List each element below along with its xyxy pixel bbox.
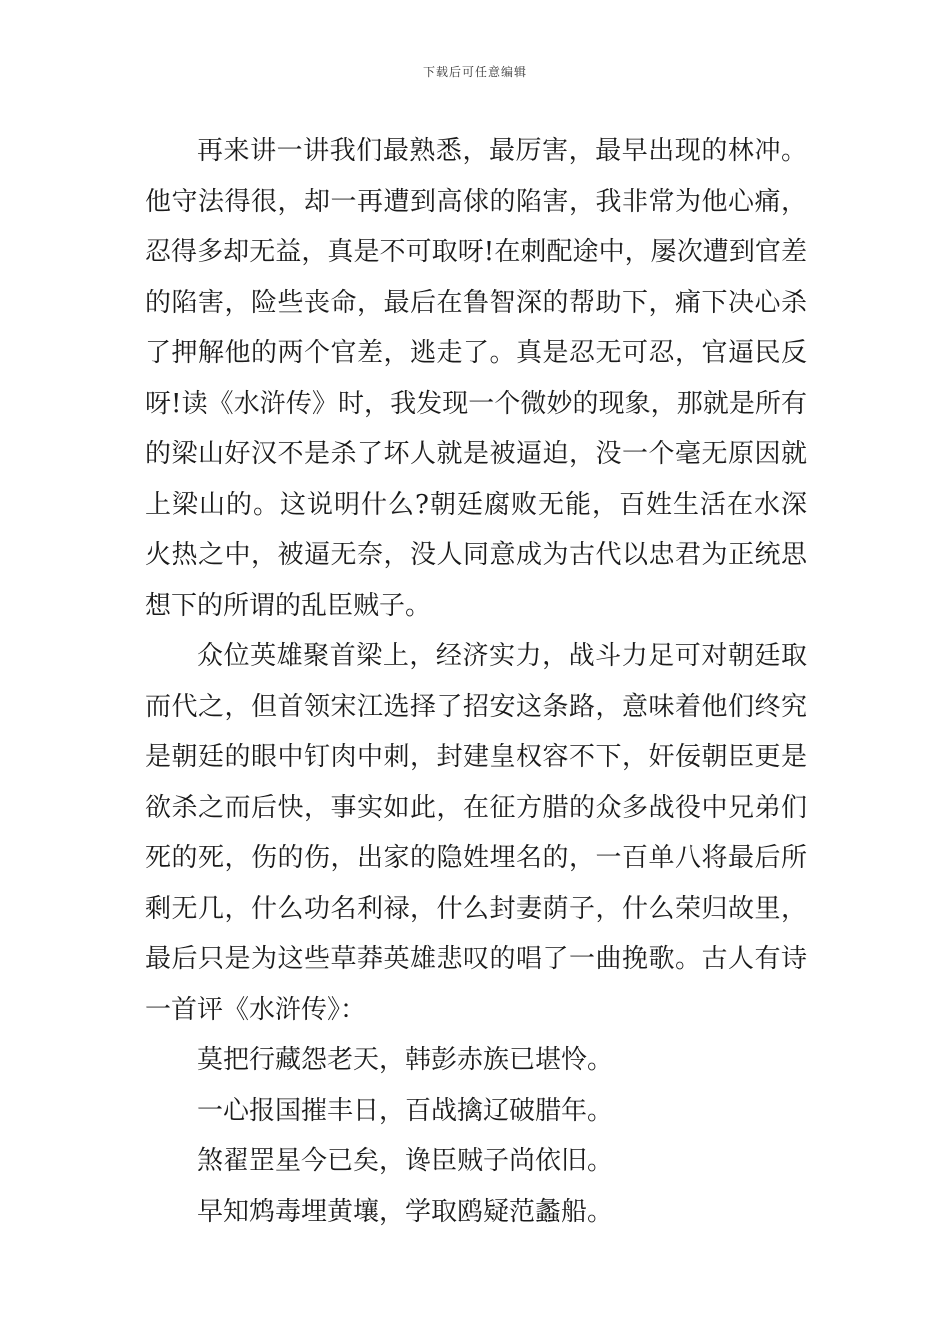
poem-line-1: 莫把行藏怨老天，韩彭赤族已堪怜。 bbox=[197, 1045, 614, 1075]
page-header: 下载后可任意编辑 bbox=[422, 65, 527, 79]
paragraph-heroes-fate: 众位英雄聚首梁上，经济实力，战斗力足可对朝廷取而代之，但首领宋江选择了招安这条路，意味着他们终究是朝廷的眼中钉肉中刺，封建皇权容不下，奸佞朝臣更是欲杀之而后快，事实如此，在征方腊的众多战役中兄弟们死的死，伤的伤，出家的隐姓埋名的，一百单八将最后所剩无几，什么功名利禄，什么封妻荫子，什么荣归故里，最后只是为这些草莽英雄悲叹的唱了一曲挽歌。古人有诗一首评《水浒传》： bbox=[145, 641, 807, 1025]
document-body bbox=[145, 126, 807, 1237]
paragraph-lin-chong: 再来讲一讲我们最熟悉，最厉害，最早出现的林冲。他守法得很，却一再遭到高俅的陷害，我非常为他心痛，忍得多却无益，真是不可取呀!在刺配途中，屡次遭到官差的陷害，险些丧命，最后在鲁智深的帮助下，痛下决心杀了押解他的两个官差，逃走了。真是忍无可忍，官逼民反呀!读《水浒传》时，我发现一个微妙的现象，那就是所有的梁山好汉不是杀了坏人就是被逼迫，没一个毫无原因就上梁山的。这说明什么?朝廷腐败无能，百姓生活在水深火热之中，被逼无奈，没人同意成为古代以忠君为正统思想下的所谓的乱臣贼子。 bbox=[145, 136, 807, 621]
poem-line-4: 早知鸩毒埋黄壤，学取鸥疑范蠡船。 bbox=[197, 1196, 614, 1227]
poem-line-3: 煞翟罡星今已矣，谗臣贼子尚依旧。 bbox=[197, 1146, 614, 1176]
poem-line-2: 一心报国摧丰日，百战擒辽破腊年。 bbox=[197, 1095, 614, 1126]
